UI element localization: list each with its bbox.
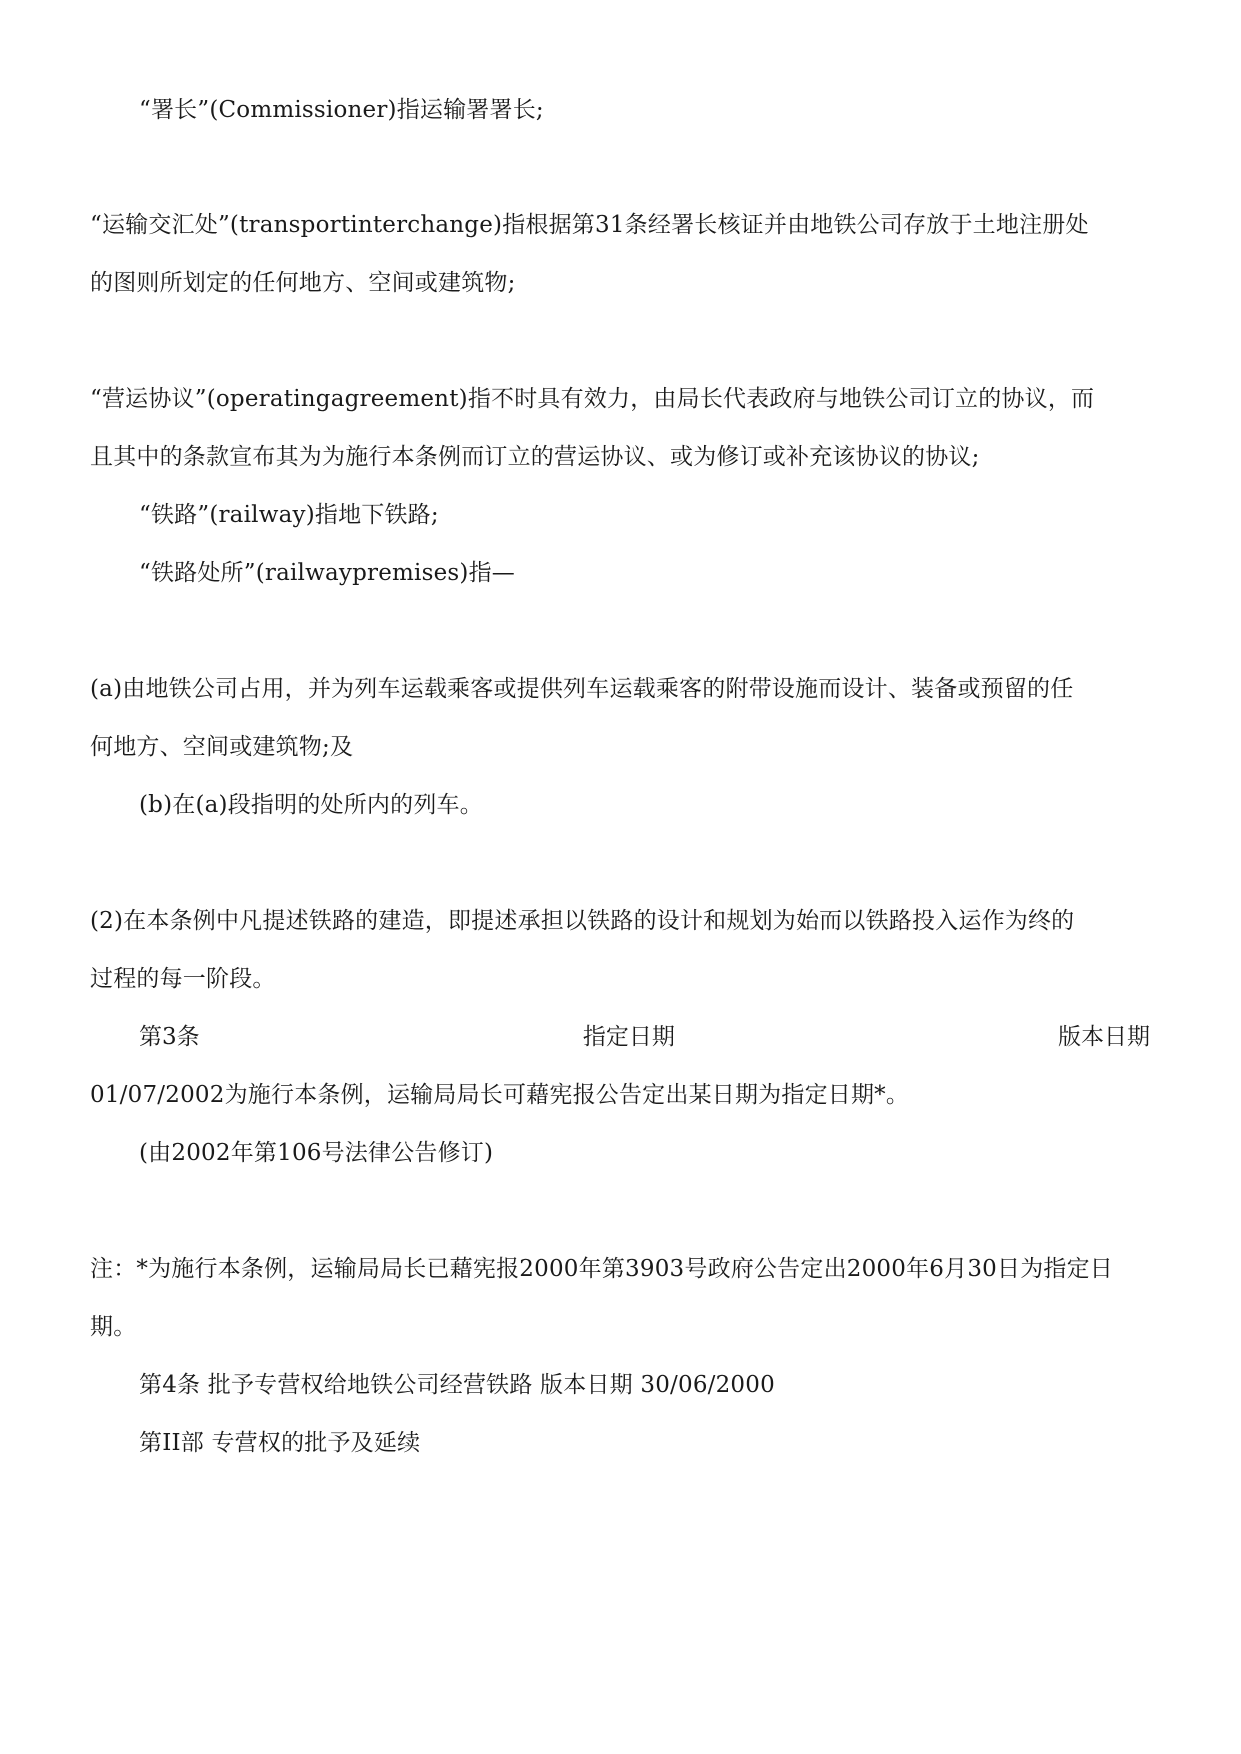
definition-transport-interchange-line-2: 的图则所划定的任何地方、空间或建筑物; bbox=[90, 270, 516, 296]
paragraph-b: (b)在(a)段指明的处所内的列车。 bbox=[139, 792, 483, 818]
definition-railway: “铁路”(railway)指地下铁路; bbox=[139, 502, 439, 528]
section-3-amendment-note: (由2002年第106号法律公告修订) bbox=[139, 1140, 494, 1166]
paragraph-a-line-1: (a)由地铁公司占用，并为列车运载乘客或提供列车运载乘客的附带设施而设计、装备或预留的任 bbox=[90, 676, 1074, 702]
section-3-number: 第3条 bbox=[139, 1024, 200, 1050]
section-3-title: 指定日期 bbox=[582, 1024, 675, 1050]
paragraph-a-line-2: 何地方、空间或建筑物;及 bbox=[90, 734, 354, 760]
subsection-2-line-1: (2)在本条例中凡提述铁路的建造，即提述承担以铁路的设计和规划为始而以铁路投入运作为终的 bbox=[90, 908, 1075, 934]
part-2-heading: 第II部 专营权的批予及延续 bbox=[139, 1430, 421, 1456]
section-3-body: 01/07/2002为施行本条例，运输局局长可藉宪报公告定出某日期为指定日期*。 bbox=[90, 1082, 910, 1108]
subsection-2-line-2: 过程的每一阶段。 bbox=[90, 966, 276, 992]
note-line-2: 期。 bbox=[90, 1314, 137, 1340]
note-line-1: 注：*为施行本条例，运输局局长已藉宪报2000年第3903号政府公告定出2000年6月30日为指定日 bbox=[90, 1256, 1113, 1282]
definition-commissioner: “署长”(Commissioner)指运输署署长; bbox=[139, 97, 544, 123]
section-4-heading: 第4条 批予专营权给地铁公司经营铁路 版本日期 30/06/2000 bbox=[139, 1372, 775, 1398]
section-3-heading bbox=[139, 1022, 1150, 1052]
definition-operating-agreement-line-1: “营运协议”(operatingagreement)指不时具有效力，由局长代表政府与地铁公司订立的协议，而 bbox=[90, 386, 1095, 412]
definition-railway-premises: “铁路处所”(railwaypremises)指— bbox=[139, 560, 515, 586]
definition-transport-interchange-line-1: “运输交汇处”(transportinterchange)指根据第31条经署长核证并由地铁公司存放于土地注册处 bbox=[90, 212, 1089, 238]
definition-operating-agreement-line-2: 且其中的条款宣布其为为施行本条例而订立的营运协议、或为修订或补充该协议的协议; bbox=[90, 444, 980, 470]
section-3-version-label: 版本日期 bbox=[1057, 1024, 1150, 1050]
